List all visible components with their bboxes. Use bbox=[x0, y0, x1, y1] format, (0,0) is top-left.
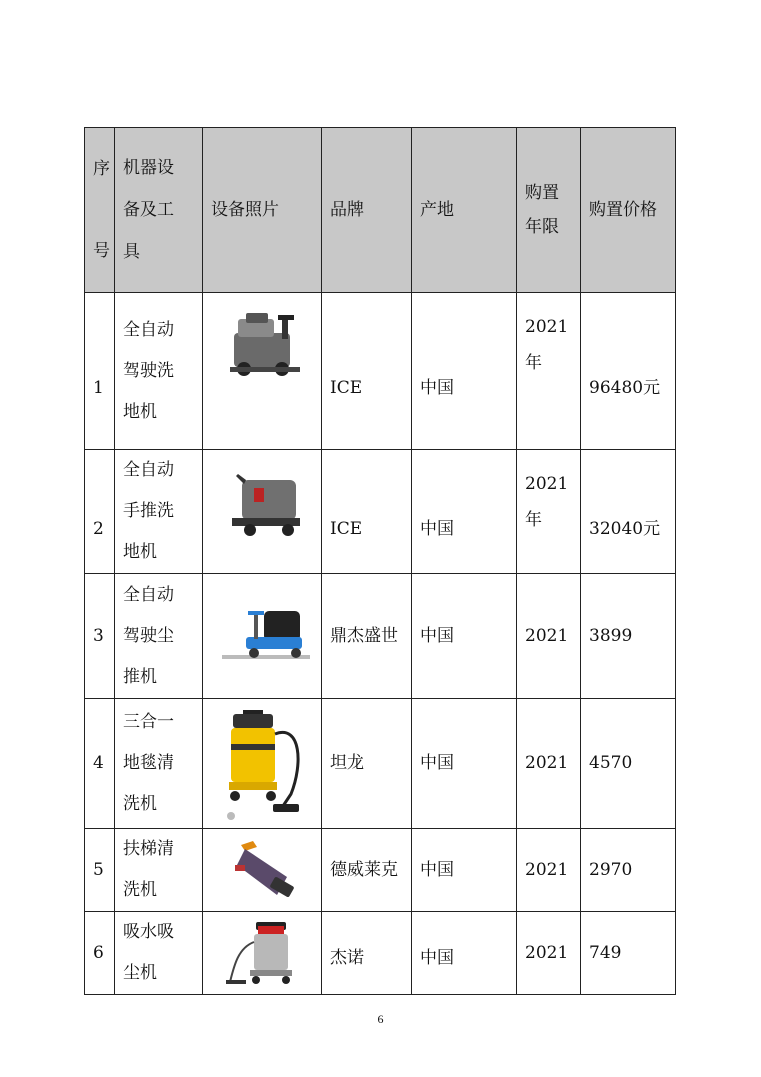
row-brand: ICE bbox=[322, 450, 412, 574]
row-name: 三合一地毯清洗机 bbox=[115, 699, 203, 829]
header-photo: 设备照片 bbox=[203, 128, 322, 293]
header-name: 机器设备及工具 bbox=[115, 128, 203, 293]
header-brand: 品牌 bbox=[322, 128, 412, 293]
row-origin: 中国 bbox=[412, 699, 517, 829]
row-brand: 鼎杰盛世 bbox=[322, 574, 412, 699]
row-year: 2021 bbox=[517, 912, 581, 995]
page-number: 6 bbox=[377, 1012, 384, 1026]
wet-dry-vacuum-icon bbox=[203, 912, 322, 995]
table-row bbox=[85, 829, 676, 912]
table-row bbox=[85, 912, 676, 995]
row-price: 2970 bbox=[581, 829, 676, 912]
row-name: 扶梯清洗机 bbox=[115, 829, 203, 912]
row-name: 吸水吸尘机 bbox=[115, 912, 203, 995]
escalator-cleaner-icon bbox=[203, 829, 322, 912]
walk-behind-scrubber-icon bbox=[203, 450, 322, 574]
row-brand: 杰诺 bbox=[322, 912, 412, 995]
table-row bbox=[85, 293, 676, 450]
table-row bbox=[85, 450, 676, 574]
row-price: 4570 bbox=[581, 699, 676, 829]
row-index: 2 bbox=[85, 450, 115, 574]
row-year: 2021 bbox=[517, 699, 581, 829]
table-header-row bbox=[85, 128, 676, 293]
row-index: 6 bbox=[85, 912, 115, 995]
header-index: 序号 bbox=[85, 128, 115, 293]
row-year: 2021年 bbox=[517, 293, 581, 450]
ride-on-scrubber-icon bbox=[203, 293, 322, 450]
carpet-cleaner-icon bbox=[203, 699, 322, 829]
header-year: 购置年限 bbox=[517, 128, 581, 293]
table-row bbox=[85, 574, 676, 699]
row-price: 96480元 bbox=[581, 293, 676, 450]
row-year: 2021年 bbox=[517, 450, 581, 574]
row-brand: 坦龙 bbox=[322, 699, 412, 829]
row-year: 2021 bbox=[517, 574, 581, 699]
row-index: 1 bbox=[85, 293, 115, 450]
dust-pusher-icon bbox=[203, 574, 322, 699]
table-row bbox=[85, 699, 676, 829]
row-origin: 中国 bbox=[412, 912, 517, 995]
row-price: 32040元 bbox=[581, 450, 676, 574]
row-index: 4 bbox=[85, 699, 115, 829]
row-origin: 中国 bbox=[412, 293, 517, 450]
row-name: 全自动驾驶洗地机 bbox=[115, 293, 203, 450]
row-index: 3 bbox=[85, 574, 115, 699]
row-origin: 中国 bbox=[412, 450, 517, 574]
row-index: 5 bbox=[85, 829, 115, 912]
header-origin: 产地 bbox=[412, 128, 517, 293]
row-price: 749 bbox=[581, 912, 676, 995]
row-brand: 德威莱克 bbox=[322, 829, 412, 912]
row-name: 全自动手推洗地机 bbox=[115, 450, 203, 574]
row-origin: 中国 bbox=[412, 829, 517, 912]
row-price: 3899 bbox=[581, 574, 676, 699]
equipment-table bbox=[84, 127, 676, 995]
row-brand: ICE bbox=[322, 293, 412, 450]
row-year: 2021 bbox=[517, 829, 581, 912]
row-name: 全自动驾驶尘推机 bbox=[115, 574, 203, 699]
header-price: 购置价格 bbox=[581, 128, 676, 293]
row-origin: 中国 bbox=[412, 574, 517, 699]
